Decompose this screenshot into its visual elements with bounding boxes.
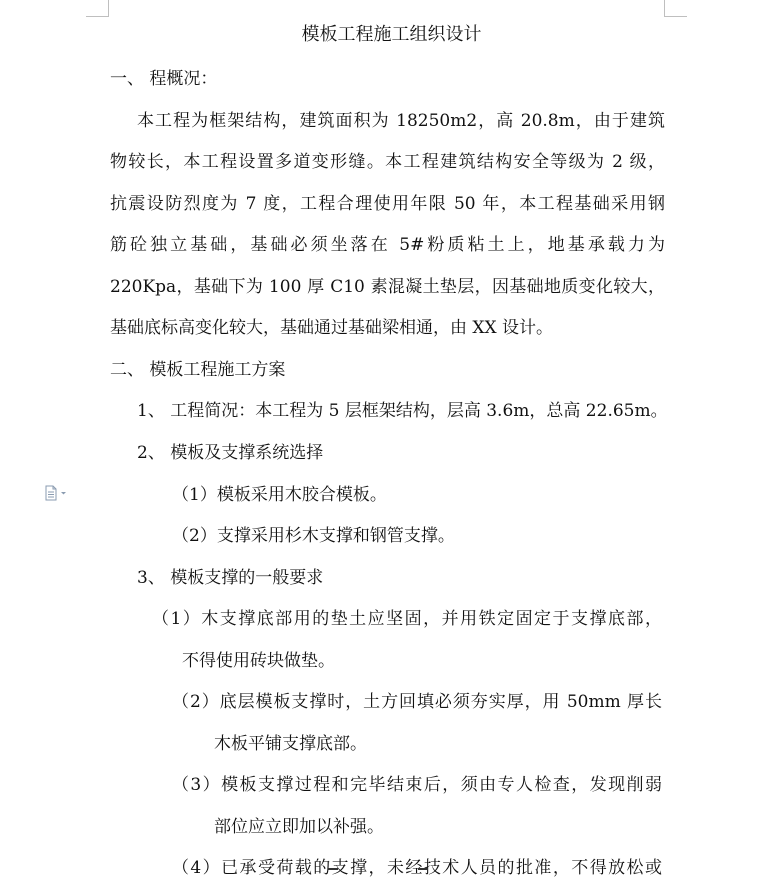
list-subitem-3-4-line1: （4）已承受荷载的支撑，未经技术人员的批准，不得放松或: [172, 858, 662, 878]
list-subitem-3-3-line2: 部位应立即加以补强。: [214, 817, 384, 837]
document-icon[interactable]: [44, 485, 68, 501]
document-title: 模板工程施工组织设计: [301, 24, 482, 45]
section1-heading: 一、 程概况：: [110, 69, 218, 89]
crop-mark-top-right: [664, 0, 687, 17]
paragraph-line-3: 抗震设防烈度为 7 度，工程合理使用年限 50 年，本工程基础采用钢: [110, 194, 665, 214]
paragraph-line-1: 本工程为框架结构，建筑面积为 18250m2，高 20.8m，由于建筑: [137, 111, 665, 131]
paragraph-line-6: 基础底标高变化较大，基础通过基础梁相通，由 XX 设计。: [110, 318, 554, 338]
list-subitem-2-1: （1）模板采用木胶合模板。: [172, 485, 387, 505]
list-subitem-3-3-line1: （3）模板支撑过程和完毕结束后，须由专人检查，发现削弱: [172, 775, 662, 795]
list-item-2: 2、 模板及支撑系统选择: [137, 443, 324, 463]
list-item-1: 1、 工程简况：本工程为 5 层框架结构，层高 3.6m，总高 22.65m。: [137, 401, 668, 421]
list-subitem-3-2-line1: （2）底层模板支撑时，土方回填必须夯实厚，用 50mm 厚长: [172, 692, 662, 712]
page-break-mark-left: [328, 868, 338, 878]
paragraph-line-5: 220Kpa，基础下为 100 厚 C10 素混凝土垫层，因基础地质变化较大，: [110, 277, 665, 297]
list-subitem-3-2-line2: 木板平铺支撑底部。: [214, 734, 367, 754]
section2-heading: 二、 模板工程施工方案: [110, 360, 286, 380]
list-subitem-3-1-line2: 不得使用砖块做垫。: [182, 651, 335, 671]
list-subitem-2-2: （2）支撑采用杉木支撑和钢管支撑。: [172, 526, 455, 546]
paragraph-line-4: 筋砼独立基础，基础必须坐落在 5#粉质粘土上，地基承载力为: [110, 235, 665, 255]
list-subitem-3-1-line1: （1）木支撑底部用的垫土应坚固，并用铁定固定于支撑底部，: [152, 609, 662, 629]
crop-mark-top-left: [86, 0, 109, 17]
page-break-mark-right: [418, 868, 428, 878]
paragraph-line-2: 物较长，本工程设置多道变形缝。本工程建筑结构安全等级为 2 级，: [110, 152, 665, 172]
list-item-3: 3、 模板支撑的一般要求: [137, 568, 324, 588]
